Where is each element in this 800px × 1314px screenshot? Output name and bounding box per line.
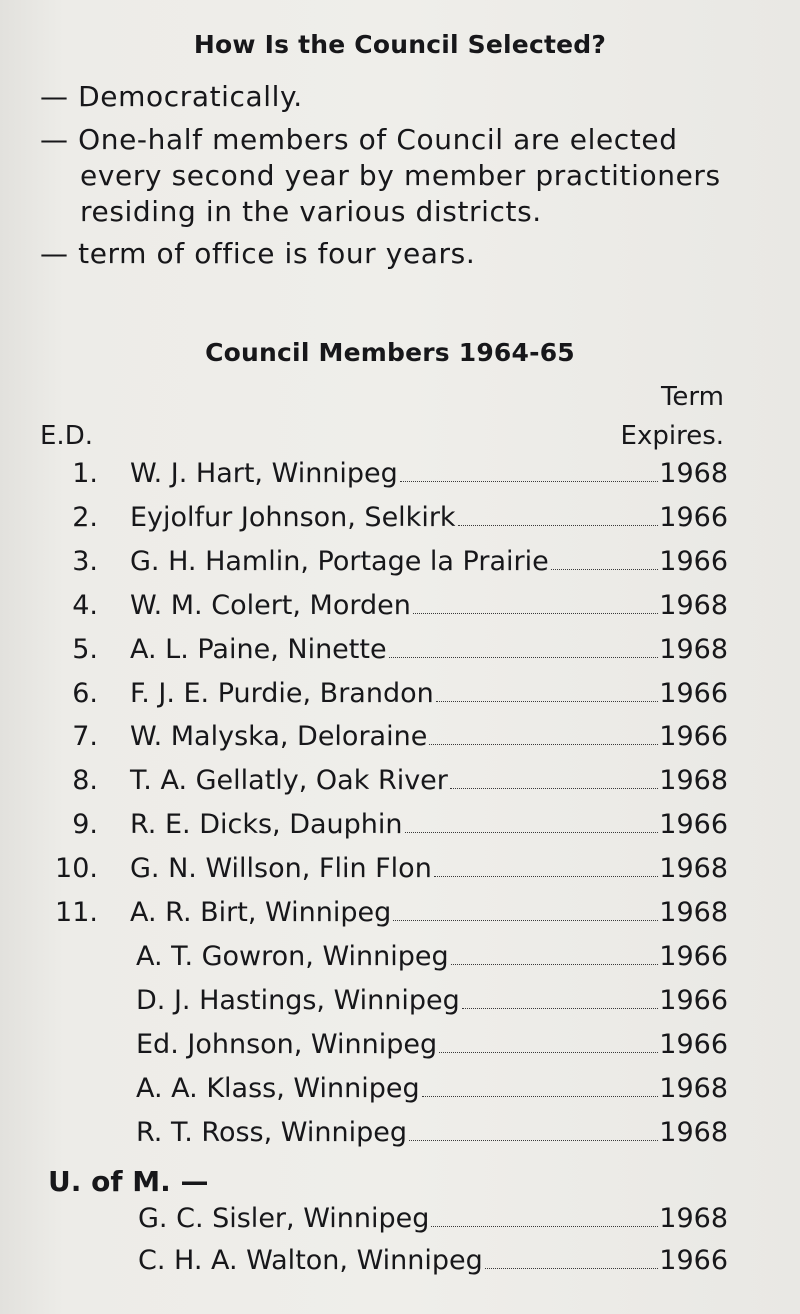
dot-leader [451,942,658,965]
selection-point-2-text-3: residing in the various districts. [80,195,542,228]
term-expires-year: 1966 [659,940,728,972]
term-expires-year: 1966 [659,1245,728,1276]
dot-leader [431,1204,658,1227]
member-name: R. T. Ross, Winnipeg [136,1116,408,1148]
member-name: G. H. Hamlin, Portage la Prairie [130,545,549,577]
table-row [0,765,800,805]
table-row [0,634,800,674]
member-name: A. L. Paine, Ninette [130,633,387,665]
dot-leader [551,547,658,570]
dot-leader [485,1246,658,1269]
table-row [0,853,800,893]
district-number: 2. [72,501,98,533]
dot-leader [413,591,658,614]
dot-leader [434,854,658,877]
selection-point-1-text: Democratically. [78,80,303,113]
district-number: 10. [55,853,98,885]
dot-leader [436,679,658,702]
term-expires-year: 1968 [659,1116,728,1148]
dot-leader [389,635,658,658]
district-number: 7. [72,721,98,753]
district-number: 1. [72,458,98,489]
col-term-label: Term [660,382,724,412]
member-name: W. J. Hart, Winnipeg [130,458,398,489]
term-expires-year: 1968 [659,853,728,885]
district-number: 5. [72,633,98,665]
member-name: F. J. E. Purdie, Brandon [130,677,434,709]
dash-1: — [40,80,69,113]
selection-point-2-line-1 [40,123,678,156]
col-ed-label: E.D. [40,421,93,451]
term-expires-year: 1966 [659,809,728,841]
district-number: 8. [72,765,98,797]
member-name: R. E. Dicks, Dauphin [130,809,403,841]
table-row [0,546,800,586]
table-row [0,678,800,718]
member-name: T. A. Gellatly, Oak River [130,765,448,797]
term-expires-year: 1966 [659,984,728,1016]
table-row [0,502,800,542]
col-expires-label: Expires. [620,421,724,451]
dot-leader [409,1118,658,1141]
dot-leader [405,810,658,833]
term-expires-year: 1966 [659,501,728,533]
table-row [0,897,800,937]
dot-leader [439,1030,658,1053]
dot-leader [450,766,658,789]
university-heading: U. of M. — [48,1165,209,1198]
selection-heading: How Is the Council Selected? [193,30,607,59]
dot-leader [393,898,658,921]
members-heading: Council Members 1964-65 [205,338,575,367]
table-row [0,721,800,761]
member-name: A. T. Gowron, Winnipeg [136,940,449,972]
member-name: W. M. Colert, Morden [130,589,411,621]
selection-point-2-text-2: every second year by member practitioners [80,159,721,192]
dot-leader [429,722,658,745]
district-number: 9. [72,809,98,841]
member-name: W. Malyska, Deloraine [130,721,428,753]
term-expires-year: 1966 [659,677,728,709]
table-row [0,1029,800,1069]
table-row [0,590,800,630]
district-number: 6. [72,677,98,709]
member-name: D. J. Hastings, Winnipeg [136,984,460,1016]
district-number: 3. [72,545,98,577]
district-number: 11. [55,897,98,928]
term-expires-year: 1968 [659,765,728,797]
member-name: Eyjolfur Johnson, Selkirk [130,501,456,533]
table-row [0,941,800,981]
dot-leader [462,986,658,1009]
member-name: A. A. Klass, Winnipeg [136,1072,420,1104]
term-expires-year: 1966 [659,545,728,577]
dot-leader [400,459,658,482]
selection-point-3 [40,237,475,270]
selection-point-1 [40,80,303,113]
member-name: Ed. Johnson, Winnipeg [136,1028,438,1060]
term-expires-year: 1968 [659,1203,728,1234]
table-row [0,1073,800,1113]
term-expires-year: 1968 [659,1072,728,1104]
term-expires-year: 1966 [659,1028,728,1060]
term-expires-year: 1968 [659,633,728,665]
term-expires-year: 1968 [659,589,728,621]
dash-3: — [40,237,69,270]
member-name: G. N. Willson, Flin Flon [130,853,432,885]
dot-leader [458,503,658,526]
district-number: 4. [72,589,98,621]
member-name: A. R. Birt, Winnipeg [130,897,392,928]
table-row [0,1245,800,1285]
table-row [0,985,800,1025]
member-name: C. H. A. Walton, Winnipeg [138,1245,483,1276]
term-expires-year: 1966 [659,721,728,753]
selection-point-2-text-1: One-half members of Council are elected [78,123,678,156]
table-row [0,809,800,849]
table-row [0,1203,800,1243]
term-expires-year: 1968 [659,897,728,928]
selection-point-3-text: term of office is four years. [78,237,476,270]
table-row [0,458,800,498]
term-expires-year: 1968 [659,458,728,489]
dot-leader [422,1074,658,1097]
member-name: G. C. Sisler, Winnipeg [138,1203,430,1234]
dash-2: — [40,123,69,156]
table-row [0,1117,800,1157]
